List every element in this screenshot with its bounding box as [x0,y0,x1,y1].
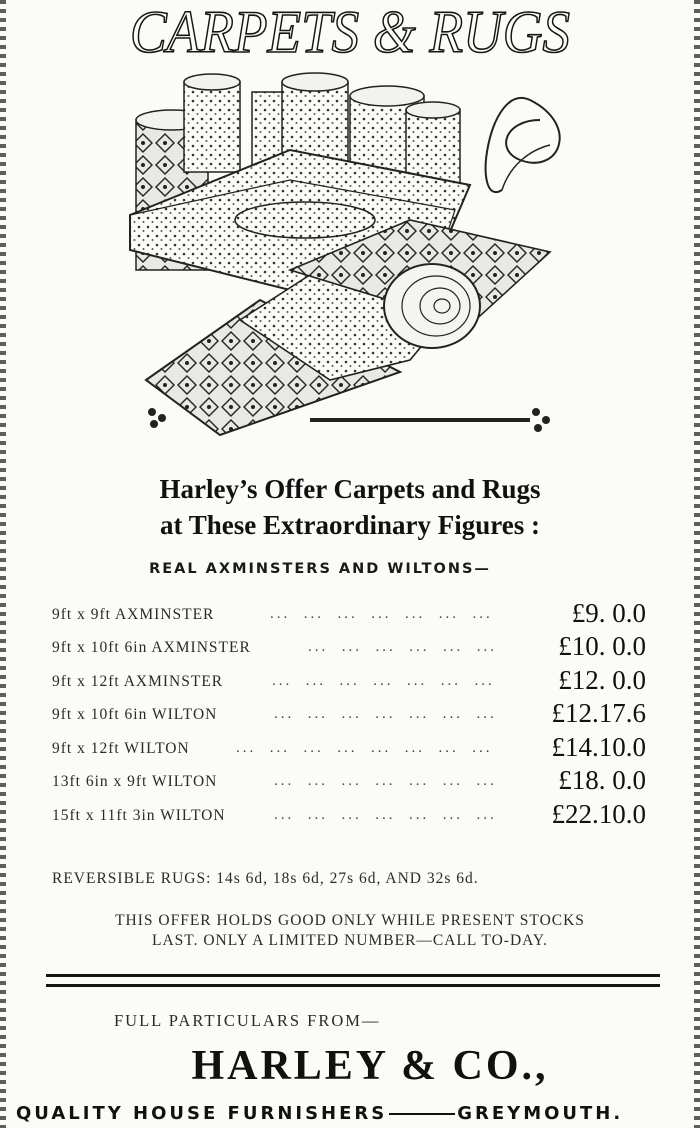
price-row-price: £12.17.6 [551,698,646,728]
footer-tagline-left: QUALITY HOUSE FURNISHERS [16,1103,388,1124]
price-row: 15ft x 11ft 3in WILTON ... ... ... ... ... ... ... £22.10.0 [52,799,646,829]
price-row: 9ft x 12ft WILTON ... ... ... ... ... ... ... ... £14.10.0 [52,732,646,762]
footer-dash [389,1113,455,1115]
price-row-item: 9ft x 9ft AXMINSTER [52,606,215,623]
price-row-item: 9ft x 10ft 6in AXMINSTER [52,639,251,656]
price-row-price: £18. 0.0 [558,765,646,795]
price-row: 9ft x 9ft AXMINSTER ... ... ... ... ... ... ... £9. 0.0 [52,598,646,628]
carpets-rugs-illustration [110,0,590,448]
price-row-item: 15ft x 11ft 3in WILTON [52,807,226,824]
illustration-title: CARPETS & RUGS [130,0,570,65]
company-name: HARLEY & CO., [191,1043,549,1089]
price-row: 9ft x 10ft 6in AXMINSTER ... ... ... ... ... ... £10. 0.0 [52,631,646,661]
price-row-item: 9ft x 12ft WILTON [52,740,190,757]
price-row: 13ft 6in x 9ft WILTON ... ... ... ... ... ... ... £18. 0.0 [52,765,646,795]
headline-line-1: Harley’s Offer Carpets and Rugs [159,474,541,504]
footer-tagline [16,1103,623,1124]
price-row-price: £9. 0.0 [571,598,646,628]
price-row-price: £22.10.0 [551,799,646,829]
price-row-price: £10. 0.0 [558,631,646,661]
double-rule-bottom [46,984,660,987]
double-rule-top [46,974,660,977]
reversible-rugs-prices: REVERSIBLE RUGS: 14s 6d, 18s 6d, 27s 6d, AND 32s 6d. [52,870,479,887]
subheading: REAL AXMINSTERS AND WILTONS— [149,561,491,577]
headline-line-2: at These Extraordinary Figures : [160,510,540,540]
right-border-rule [694,0,700,1128]
price-row: 9ft x 12ft AXMINSTER ... ... ... ... ... ... ... £12. 0.0 [52,665,646,695]
footer-location: GREYMOUTH. [457,1103,624,1124]
offer-note-line-2: LAST. ONLY A LIMITED NUMBER—CALL TO-DAY. [152,932,548,949]
price-row-item: 9ft x 10ft 6in WILTON [52,706,218,723]
particulars-label: FULL PARTICULARS FROM— [114,1011,381,1030]
price-row-item: 13ft 6in x 9ft WILTON [52,773,218,790]
offer-note-line-1: THIS OFFER HOLDS GOOD ONLY WHILE PRESENT STOCKS [115,912,585,929]
price-row: 9ft x 10ft 6in WILTON ... ... ... ... ... ... ... £12.17.6 [52,698,646,728]
price-row-price: £14.10.0 [551,732,646,762]
price-row-price: £12. 0.0 [558,665,646,695]
price-row-item: 9ft x 12ft AXMINSTER [52,673,224,690]
